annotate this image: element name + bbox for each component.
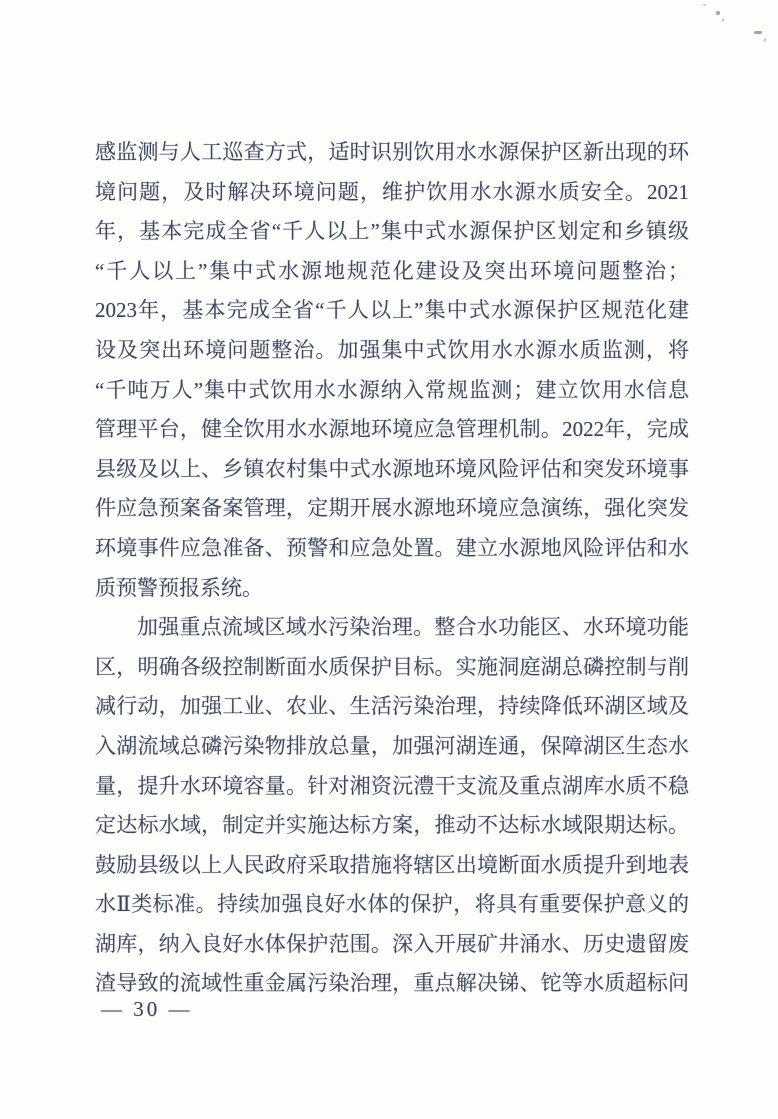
text-line: 水Ⅱ类标准。持续加强良好水体的保护，将具有重要保护意义的 (95, 892, 689, 917)
text-line: 感监测与人工巡查方式，适时识别饮用水水源保护区新出现的环 (95, 140, 689, 164)
text-line: 定达标水域，制定并实施达标方案，推动不达标水域限期达标。 (95, 813, 689, 838)
text-line: 减行动，加强工业、农业、生活污染治理，持续降低环湖区域及 (95, 694, 689, 719)
text-line: 鼓励县级以上人民政府采取措施将辖区出境断面水质提升到地表 (95, 852, 689, 877)
text-line: 环境事件应急准备、预警和应急处置。建立水源地风险评估和水 (95, 535, 689, 560)
text-line: 加强重点流域区域水污染治理。整合水功能区、水环境功能 (137, 615, 689, 640)
text-line: 2023年，基本完成全省“千人以上”集中式水源保护区规范化建 (95, 298, 689, 323)
text-line: 设及突出环境问题整治。加强集中式饮用水水源水质监测，将 (95, 337, 689, 362)
text-line: 质预警预报系统。 (95, 575, 263, 600)
scan-artifact (721, 18, 725, 22)
text-line: 区，明确各级控制断面水质保护目标。实施洞庭湖总磷控制与削 (95, 654, 689, 679)
text-line: 湖库，纳入良好水体保护范围。深入开展矿井涌水、历史遗留废 (95, 931, 689, 956)
scan-artifact (763, 38, 767, 42)
page-number: — 30 — (101, 997, 193, 1021)
text-line: 年，基本完成全省“千人以上”集中式水源保护区划定和乡镇级 (95, 219, 689, 244)
text-line: 境问题，及时解决环境问题，维护饮用水水源水质安全。2021 (95, 179, 689, 204)
text-line: 量，提升水环境容量。针对湘资沅澧干支流及重点湖库水质不稳 (95, 773, 689, 798)
scan-artifact (703, 4, 706, 6)
text-line: 件应急预案备案管理，定期开展水源地环境应急演练，强化突发 (95, 496, 689, 521)
scan-artifact (716, 11, 720, 15)
text-line: “千人以上”集中式水源地规范化建设及突出环境问题整治； (95, 258, 689, 283)
text-line: 入湖流域总磷污染物排放总量，加强河湖连通，保障湖区生态水 (95, 733, 689, 758)
text-line: 渣导致的流域性重金属污染治理，重点解决锑、铊等水质超标问 (95, 971, 689, 996)
text-line: 管理平台，健全饮用水水源地环境应急管理机制。2022年，完成 (95, 417, 689, 442)
text-line: 县级及以上、乡镇农村集中式水源地环境风险评估和突发环境事 (95, 456, 689, 481)
body-text (95, 133, 689, 1004)
text-line: “千吨万人”集中式饮用水水源纳入常规监测；建立饮用水信息 (95, 377, 689, 402)
scan-artifact (754, 31, 762, 34)
